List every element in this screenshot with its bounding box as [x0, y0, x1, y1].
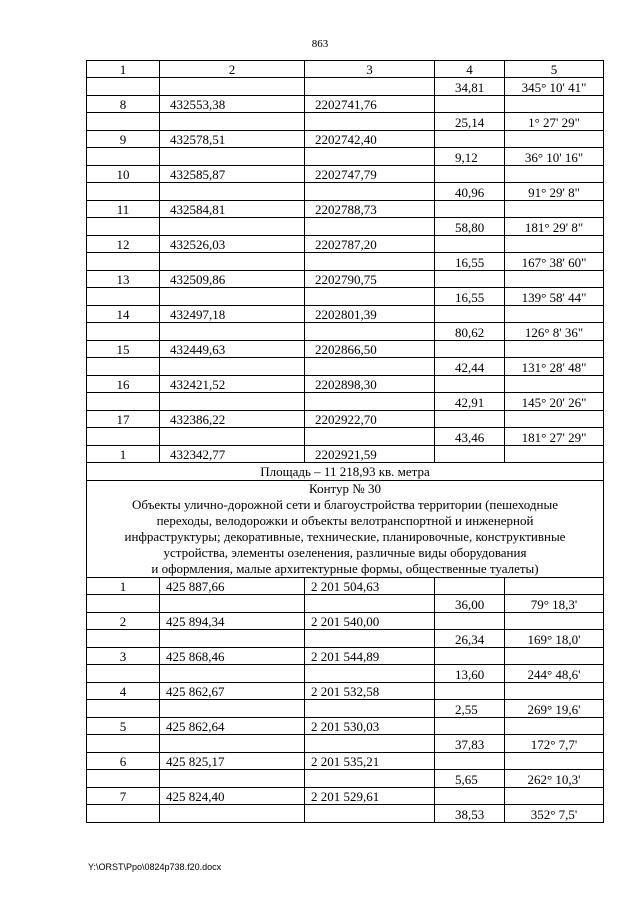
point-number-cell: 8 — [87, 95, 160, 113]
point-number-cell: 15 — [87, 340, 160, 358]
length-cell — [435, 305, 505, 323]
point-number-cell: 12 — [87, 235, 160, 253]
length-cell: 43,46 — [435, 428, 505, 446]
table-row — [87, 665, 604, 683]
length-cell: 58,80 — [435, 218, 505, 236]
direction-angle-cell: 244° 48,6' — [505, 665, 604, 683]
direction-angle-cell — [505, 445, 604, 463]
x-coordinate-cell: 432449,63 — [160, 340, 305, 358]
table-row — [87, 700, 604, 718]
point-number-cell — [87, 700, 160, 718]
x-coordinate-cell — [160, 805, 305, 823]
direction-angle-cell: 145° 20' 26" — [505, 393, 604, 411]
length-cell: 2,55 — [435, 700, 505, 718]
point-number-cell — [87, 113, 160, 131]
direction-angle-cell — [505, 647, 604, 665]
table-row — [87, 428, 604, 446]
point-number-cell — [87, 218, 160, 236]
point-number-cell: 1 — [87, 445, 160, 463]
contour-title: Контур № 30 — [309, 480, 381, 496]
x-coordinate-cell — [160, 393, 305, 411]
y-coordinate-cell — [305, 393, 435, 411]
y-coordinate-cell: 2202866,50 — [305, 340, 435, 358]
y-coordinate-cell — [305, 323, 435, 341]
length-cell — [435, 752, 505, 770]
table-row — [87, 612, 604, 630]
point-number-cell — [87, 630, 160, 648]
point-number-cell — [87, 665, 160, 683]
table-row — [87, 682, 604, 700]
direction-angle-cell: 181° 29' 8" — [505, 218, 604, 236]
contour-description-line: переходы, велодорожки и объекты велотранспортной и инженерной — [156, 512, 534, 528]
x-coordinate-cell — [160, 665, 305, 683]
table-row — [87, 410, 604, 428]
point-number-cell — [87, 393, 160, 411]
x-coordinate-cell: 432342,77 — [160, 445, 305, 463]
direction-angle-cell — [505, 340, 604, 358]
x-coordinate-cell — [160, 700, 305, 718]
direction-angle-cell: 1° 27' 29" — [505, 113, 604, 131]
length-cell — [435, 270, 505, 288]
point-number-cell — [87, 770, 160, 788]
length-cell: 40,96 — [435, 183, 505, 201]
x-coordinate-cell: 425 894,34 — [160, 612, 305, 630]
table-row — [87, 630, 604, 648]
point-number-cell: 13 — [87, 270, 160, 288]
length-cell — [435, 95, 505, 113]
y-coordinate-cell: 2202790,75 — [305, 270, 435, 288]
direction-angle-cell — [505, 612, 604, 630]
point-number-cell: 5 — [87, 717, 160, 735]
point-number-cell: 11 — [87, 200, 160, 218]
x-coordinate-cell: 425 887,66 — [160, 577, 305, 595]
x-coordinate-cell: 425 824,40 — [160, 787, 305, 805]
direction-angle-cell: 352° 7,5' — [505, 805, 604, 823]
point-number-cell — [87, 288, 160, 306]
contour-header — [87, 480, 604, 577]
contour-header-row — [87, 480, 604, 577]
length-cell — [435, 577, 505, 595]
length-cell — [435, 612, 505, 630]
direction-angle-cell: 36° 10' 16" — [505, 148, 604, 166]
table-row — [87, 288, 604, 306]
coordinates-table — [86, 60, 604, 823]
length-cell: 9,12 — [435, 148, 505, 166]
length-cell — [435, 717, 505, 735]
length-cell — [435, 235, 505, 253]
y-coordinate-cell — [305, 630, 435, 648]
y-coordinate-cell: 2 201 530,03 — [305, 717, 435, 735]
length-cell: 42,91 — [435, 393, 505, 411]
direction-angle-cell — [505, 95, 604, 113]
table-row — [87, 305, 604, 323]
length-cell — [435, 340, 505, 358]
table-row — [87, 270, 604, 288]
x-coordinate-cell: 432421,52 — [160, 375, 305, 393]
contour-description-line: Объекты улично-дорожной сети и благоустройства территории (пешеходные — [132, 496, 558, 512]
y-coordinate-cell: 2202801,39 — [305, 305, 435, 323]
direction-angle-cell — [505, 410, 604, 428]
length-cell: 16,55 — [435, 253, 505, 271]
length-cell — [435, 445, 505, 463]
x-coordinate-cell — [160, 735, 305, 753]
column-header: 3 — [305, 61, 435, 78]
table-row — [87, 253, 604, 271]
direction-angle-cell — [505, 682, 604, 700]
y-coordinate-cell — [305, 595, 435, 613]
length-cell: 13,60 — [435, 665, 505, 683]
table-row — [87, 218, 604, 236]
table-row — [87, 113, 604, 131]
direction-angle-cell: 172° 7,7' — [505, 735, 604, 753]
point-number-cell: 10 — [87, 165, 160, 183]
table-row — [87, 647, 604, 665]
table-row — [87, 235, 604, 253]
y-coordinate-cell — [305, 665, 435, 683]
length-cell: 38,53 — [435, 805, 505, 823]
y-coordinate-cell — [305, 253, 435, 271]
y-coordinate-cell: 2 201 504,63 — [305, 577, 435, 595]
table-row — [87, 130, 604, 148]
direction-angle-cell — [505, 130, 604, 148]
area-text-row — [87, 463, 604, 481]
x-coordinate-cell: 432584,81 — [160, 200, 305, 218]
y-coordinate-cell — [305, 148, 435, 166]
direction-angle-cell: 79° 18,3' — [505, 595, 604, 613]
column-header: 1 — [87, 61, 160, 78]
table-header-row — [87, 61, 604, 78]
contour-description-line: устройства, элементы озеленения, различные виды оборудования — [163, 544, 527, 560]
x-coordinate-cell: 432585,87 — [160, 165, 305, 183]
y-coordinate-cell — [305, 428, 435, 446]
table-row — [87, 95, 604, 113]
direction-angle-cell — [505, 787, 604, 805]
table-row — [87, 752, 604, 770]
point-number-cell: 14 — [87, 305, 160, 323]
direction-angle-cell — [505, 375, 604, 393]
length-cell: 34,81 — [435, 78, 505, 96]
direction-angle-cell: 169° 18,0' — [505, 630, 604, 648]
point-number-cell — [87, 428, 160, 446]
x-coordinate-cell: 432497,18 — [160, 305, 305, 323]
x-coordinate-cell — [160, 183, 305, 201]
table-row — [87, 165, 604, 183]
length-cell — [435, 787, 505, 805]
point-number-cell: 4 — [87, 682, 160, 700]
direction-angle-cell: 167° 38' 60" — [505, 253, 604, 271]
table-row — [87, 148, 604, 166]
direction-angle-cell — [505, 270, 604, 288]
point-number-cell — [87, 358, 160, 376]
table-row — [87, 787, 604, 805]
table-row — [87, 358, 604, 376]
x-coordinate-cell: 432509,86 — [160, 270, 305, 288]
direction-angle-cell: 181° 27' 29" — [505, 428, 604, 446]
contour-description-line: инфраструктуры; декоративные, технические, планировочные, конструктивные — [124, 528, 566, 544]
table-row — [87, 183, 604, 201]
direction-angle-cell — [505, 752, 604, 770]
y-coordinate-cell: 2202922,70 — [305, 410, 435, 428]
x-coordinate-cell — [160, 630, 305, 648]
point-number-cell: 2 — [87, 612, 160, 630]
x-coordinate-cell: 425 862,64 — [160, 717, 305, 735]
direction-angle-cell: 269° 19,6' — [505, 700, 604, 718]
y-coordinate-cell: 2202788,73 — [305, 200, 435, 218]
x-coordinate-cell: 425 862,67 — [160, 682, 305, 700]
direction-angle-cell — [505, 165, 604, 183]
table-row — [87, 78, 604, 96]
table-row — [87, 770, 604, 788]
length-cell: 36,00 — [435, 595, 505, 613]
x-coordinate-cell — [160, 323, 305, 341]
x-coordinate-cell — [160, 358, 305, 376]
column-header: 4 — [435, 61, 505, 78]
point-number-cell — [87, 183, 160, 201]
x-coordinate-cell — [160, 428, 305, 446]
y-coordinate-cell — [305, 183, 435, 201]
file-path-footer: Y:\ORST\Ppo\0824p738.f20.docx — [88, 862, 222, 872]
length-cell: 16,55 — [435, 288, 505, 306]
table-row — [87, 340, 604, 358]
x-coordinate-cell — [160, 595, 305, 613]
y-coordinate-cell: 2 201 544,89 — [305, 647, 435, 665]
table-row — [87, 445, 604, 463]
y-coordinate-cell: 2 201 532,58 — [305, 682, 435, 700]
length-cell: 80,62 — [435, 323, 505, 341]
x-coordinate-cell: 425 825,17 — [160, 752, 305, 770]
point-number-cell — [87, 735, 160, 753]
y-coordinate-cell — [305, 113, 435, 131]
direction-angle-cell — [505, 305, 604, 323]
y-coordinate-cell: 2202742,40 — [305, 130, 435, 148]
point-number-cell — [87, 253, 160, 271]
page-number: 863 — [311, 38, 329, 50]
length-cell: 25,14 — [435, 113, 505, 131]
y-coordinate-cell — [305, 288, 435, 306]
length-cell — [435, 165, 505, 183]
x-coordinate-cell: 432526,03 — [160, 235, 305, 253]
point-number-cell: 17 — [87, 410, 160, 428]
table-row — [87, 200, 604, 218]
x-coordinate-cell — [160, 770, 305, 788]
y-coordinate-cell — [305, 700, 435, 718]
table-row — [87, 323, 604, 341]
length-cell: 42,44 — [435, 358, 505, 376]
table-row — [87, 393, 604, 411]
length-cell: 5,65 — [435, 770, 505, 788]
y-coordinate-cell: 2202747,79 — [305, 165, 435, 183]
point-number-cell: 1 — [87, 577, 160, 595]
x-coordinate-cell — [160, 288, 305, 306]
point-number-cell: 6 — [87, 752, 160, 770]
x-coordinate-cell: 425 868,46 — [160, 647, 305, 665]
length-cell — [435, 130, 505, 148]
y-coordinate-cell — [305, 218, 435, 236]
x-coordinate-cell — [160, 218, 305, 236]
y-coordinate-cell — [305, 358, 435, 376]
table-row — [87, 375, 604, 393]
length-cell: 26,34 — [435, 630, 505, 648]
length-cell — [435, 682, 505, 700]
length-cell — [435, 647, 505, 665]
x-coordinate-cell: 432553,38 — [160, 95, 305, 113]
y-coordinate-cell: 2 201 535,21 — [305, 752, 435, 770]
table-row — [87, 595, 604, 613]
point-number-cell: 16 — [87, 375, 160, 393]
y-coordinate-cell: 2202787,20 — [305, 235, 435, 253]
x-coordinate-cell: 432386,22 — [160, 410, 305, 428]
point-number-cell: 7 — [87, 787, 160, 805]
direction-angle-cell — [505, 577, 604, 595]
x-coordinate-cell — [160, 78, 305, 96]
y-coordinate-cell — [305, 735, 435, 753]
y-coordinate-cell — [305, 805, 435, 823]
point-number-cell — [87, 323, 160, 341]
direction-angle-cell: 126° 8' 36" — [505, 323, 604, 341]
direction-angle-cell — [505, 235, 604, 253]
point-number-cell — [87, 78, 160, 96]
direction-angle-cell — [505, 200, 604, 218]
direction-angle-cell: 345° 10' 41" — [505, 78, 604, 96]
area-text: Площадь – 11 218,93 кв. метра — [87, 463, 604, 481]
point-number-cell: 3 — [87, 647, 160, 665]
x-coordinate-cell — [160, 253, 305, 271]
x-coordinate-cell — [160, 148, 305, 166]
table-row — [87, 577, 604, 595]
length-cell — [435, 200, 505, 218]
direction-angle-cell: 139° 58' 44" — [505, 288, 604, 306]
point-number-cell: 9 — [87, 130, 160, 148]
direction-angle-cell: 91° 29' 8" — [505, 183, 604, 201]
y-coordinate-cell: 2 201 540,00 — [305, 612, 435, 630]
direction-angle-cell: 131° 28' 48" — [505, 358, 604, 376]
direction-angle-cell: 262° 10,3' — [505, 770, 604, 788]
length-cell — [435, 375, 505, 393]
column-header: 2 — [160, 61, 305, 78]
point-number-cell — [87, 805, 160, 823]
table-row — [87, 717, 604, 735]
y-coordinate-cell: 2202921,59 — [305, 445, 435, 463]
contour-description-line: и оформления, малые архитектурные формы, общественные туалеты) — [151, 560, 539, 576]
column-header: 5 — [505, 61, 604, 78]
x-coordinate-cell — [160, 113, 305, 131]
length-cell: 37,83 — [435, 735, 505, 753]
point-number-cell — [87, 148, 160, 166]
y-coordinate-cell — [305, 770, 435, 788]
length-cell — [435, 410, 505, 428]
y-coordinate-cell: 2 201 529,61 — [305, 787, 435, 805]
y-coordinate-cell: 2202898,30 — [305, 375, 435, 393]
y-coordinate-cell: 2202741,76 — [305, 95, 435, 113]
table-row — [87, 735, 604, 753]
x-coordinate-cell: 432578,51 — [160, 130, 305, 148]
direction-angle-cell — [505, 717, 604, 735]
point-number-cell — [87, 595, 160, 613]
y-coordinate-cell — [305, 78, 435, 96]
table-row — [87, 805, 604, 823]
